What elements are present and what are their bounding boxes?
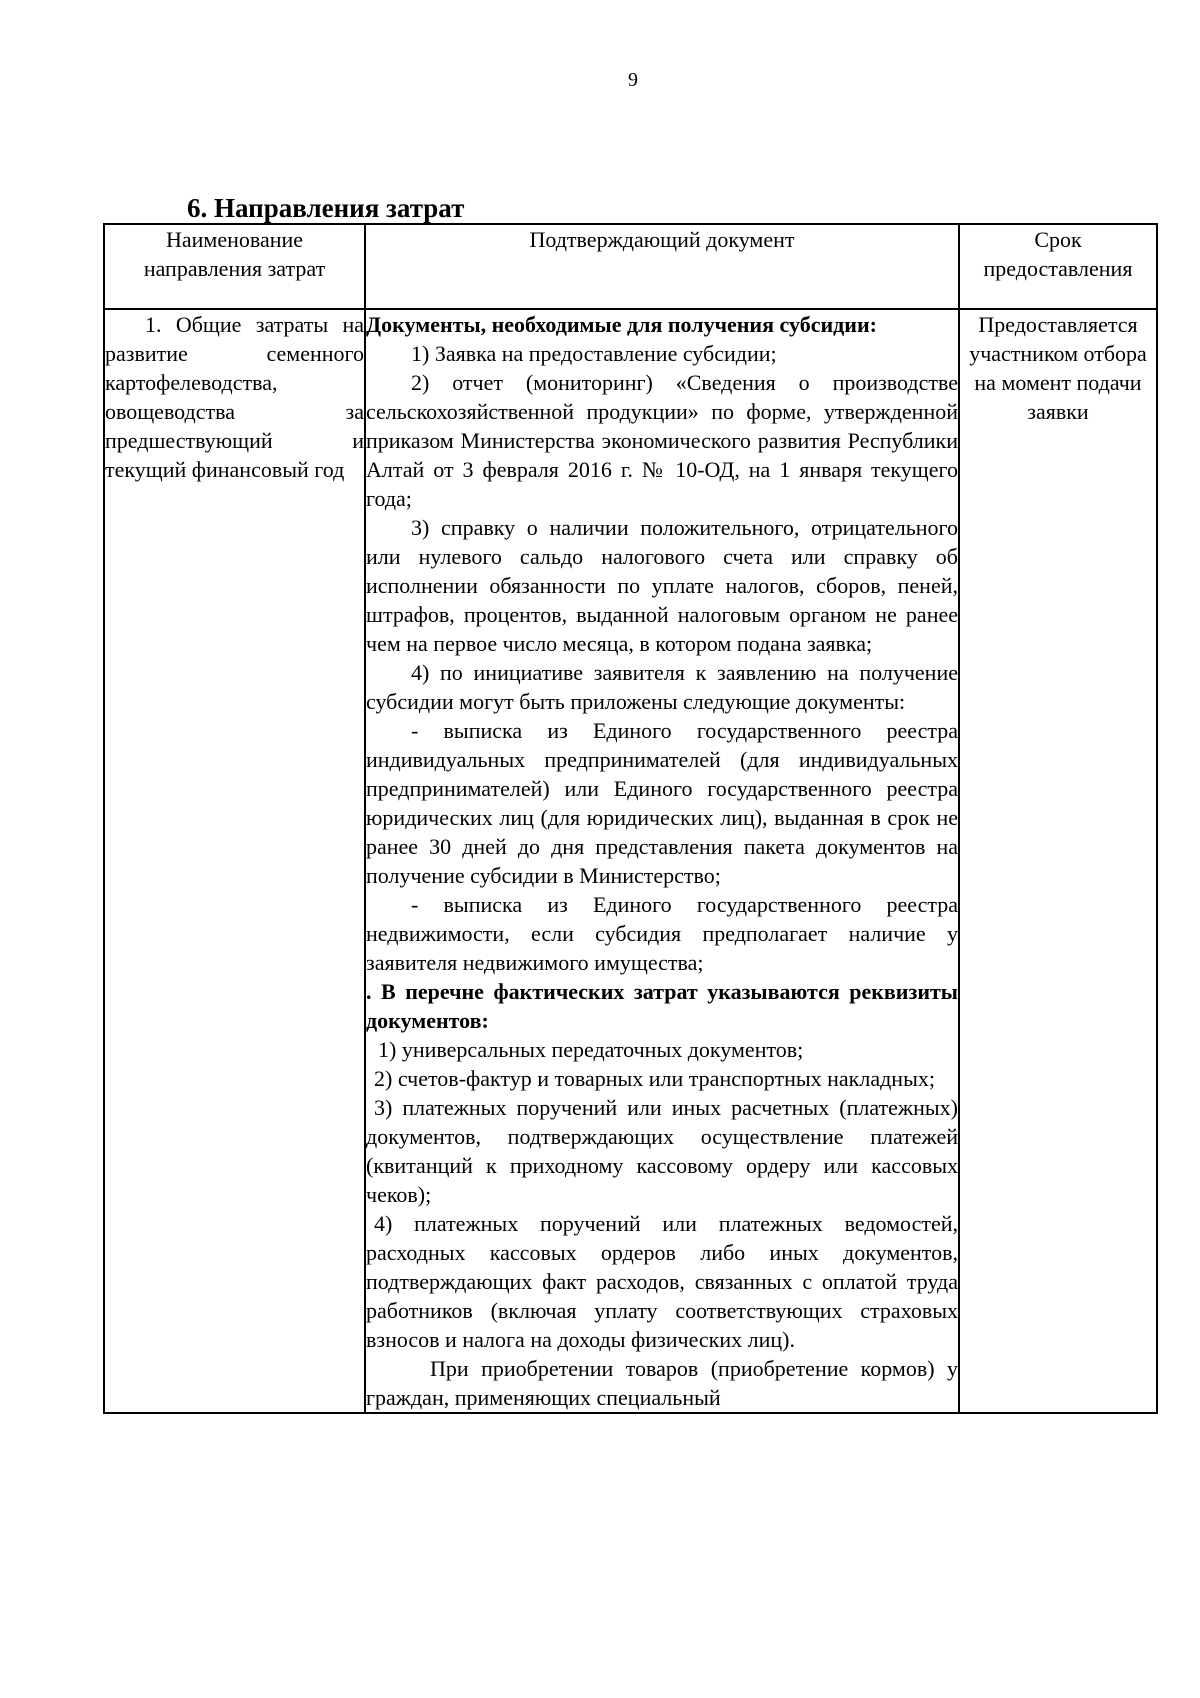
document-item: - выписка из Единого государственного реестра недвижимости, если субсидия предполагает наличие у заявителя недвижимого имущества; xyxy=(366,892,958,975)
header-cost-direction-text: Наименование направления затрат xyxy=(143,227,326,281)
document-item: 2) отчет (мониторинг) «Сведения о производстве сельскохозяйственной продукции» по форме, утвержденной приказом Министерства экономического развития Республики Алтай от 3 февраля 2016 г. № 10-ОД, на 1 января текущего года; xyxy=(366,370,958,511)
requisite-item: 1) универсальных передаточных документов; xyxy=(378,1037,804,1062)
header-cost-direction xyxy=(104,224,365,309)
header-deadline-text: Срок предоставления xyxy=(983,227,1133,281)
document-item: 1) Заявка на предоставление субсидии; xyxy=(411,341,777,366)
deadline-cell xyxy=(959,309,1157,1413)
costs-table xyxy=(103,223,1158,1414)
documents-cell xyxy=(365,309,959,1413)
table-row xyxy=(104,309,1157,1413)
requisite-item: 2) счетов-фактур и товарных или транспортных накладных; xyxy=(374,1066,935,1091)
cost-direction-text: 1. Общие затраты на развитие семенного картофелеводства, овощеводства за предшествующий и текущий финансовый год xyxy=(105,312,364,482)
header-document xyxy=(365,224,959,309)
section-title: 6. Направления затрат xyxy=(187,193,465,223)
deadline-text: Предоставляется участником отбора на момент подачи заявки xyxy=(969,312,1147,424)
document-item: 4) по инициативе заявителя к заявлению на получение субсидии могут быть приложены следующие документы: xyxy=(366,660,958,714)
header-document-text: Подтверждающий документ xyxy=(529,227,795,252)
document-item: - выписка из Единого государственного реестра индивидуальных предпринимателей (для индивидуальных предпринимателей) или Единого государственного реестра юридических лиц (для юридических лиц), выданная в срок не ранее 30 дней до дня представления пакета документов на получение субсидии в Министерство; xyxy=(366,718,958,888)
cost-direction-cell xyxy=(104,309,365,1413)
table-header-row xyxy=(104,224,1157,309)
document-item: 3) справку о наличии положительного, отрицательного или нулевого сальдо налогового счета или справку об исполнении обязанности по уплате налогов, сборов, пеней, штрафов, процентов, выданной налоговым органом не ранее чем на первое число месяца, в котором подана заявка; xyxy=(366,515,958,656)
header-deadline xyxy=(959,224,1157,309)
documents-heading: Документы, необходимые для получения субсидии: xyxy=(366,312,877,337)
requisites-heading: . В перечне фактических затрат указываются реквизиты документов: xyxy=(366,979,958,1033)
requisite-item: 3) платежных поручений или иных расчетных (платежных) документов, подтверждающих осуществление платежей (квитанций к приходному кассовому ордеру или кассовых чеков); xyxy=(366,1095,958,1207)
requisite-item: 4) платежных поручений или платежных ведомостей, расходных кассовых ордеров либо иных документов, подтверждающих факт расходов, связанных с оплатой труда работников (включая уплату соответствующих страховых взносов и налога на доходы физических лиц). xyxy=(366,1211,958,1352)
purchase-note: При приобретении товаров (приобретение кормов) у граждан, применяющих специальный xyxy=(366,1356,958,1410)
page-number: 9 xyxy=(628,69,638,91)
